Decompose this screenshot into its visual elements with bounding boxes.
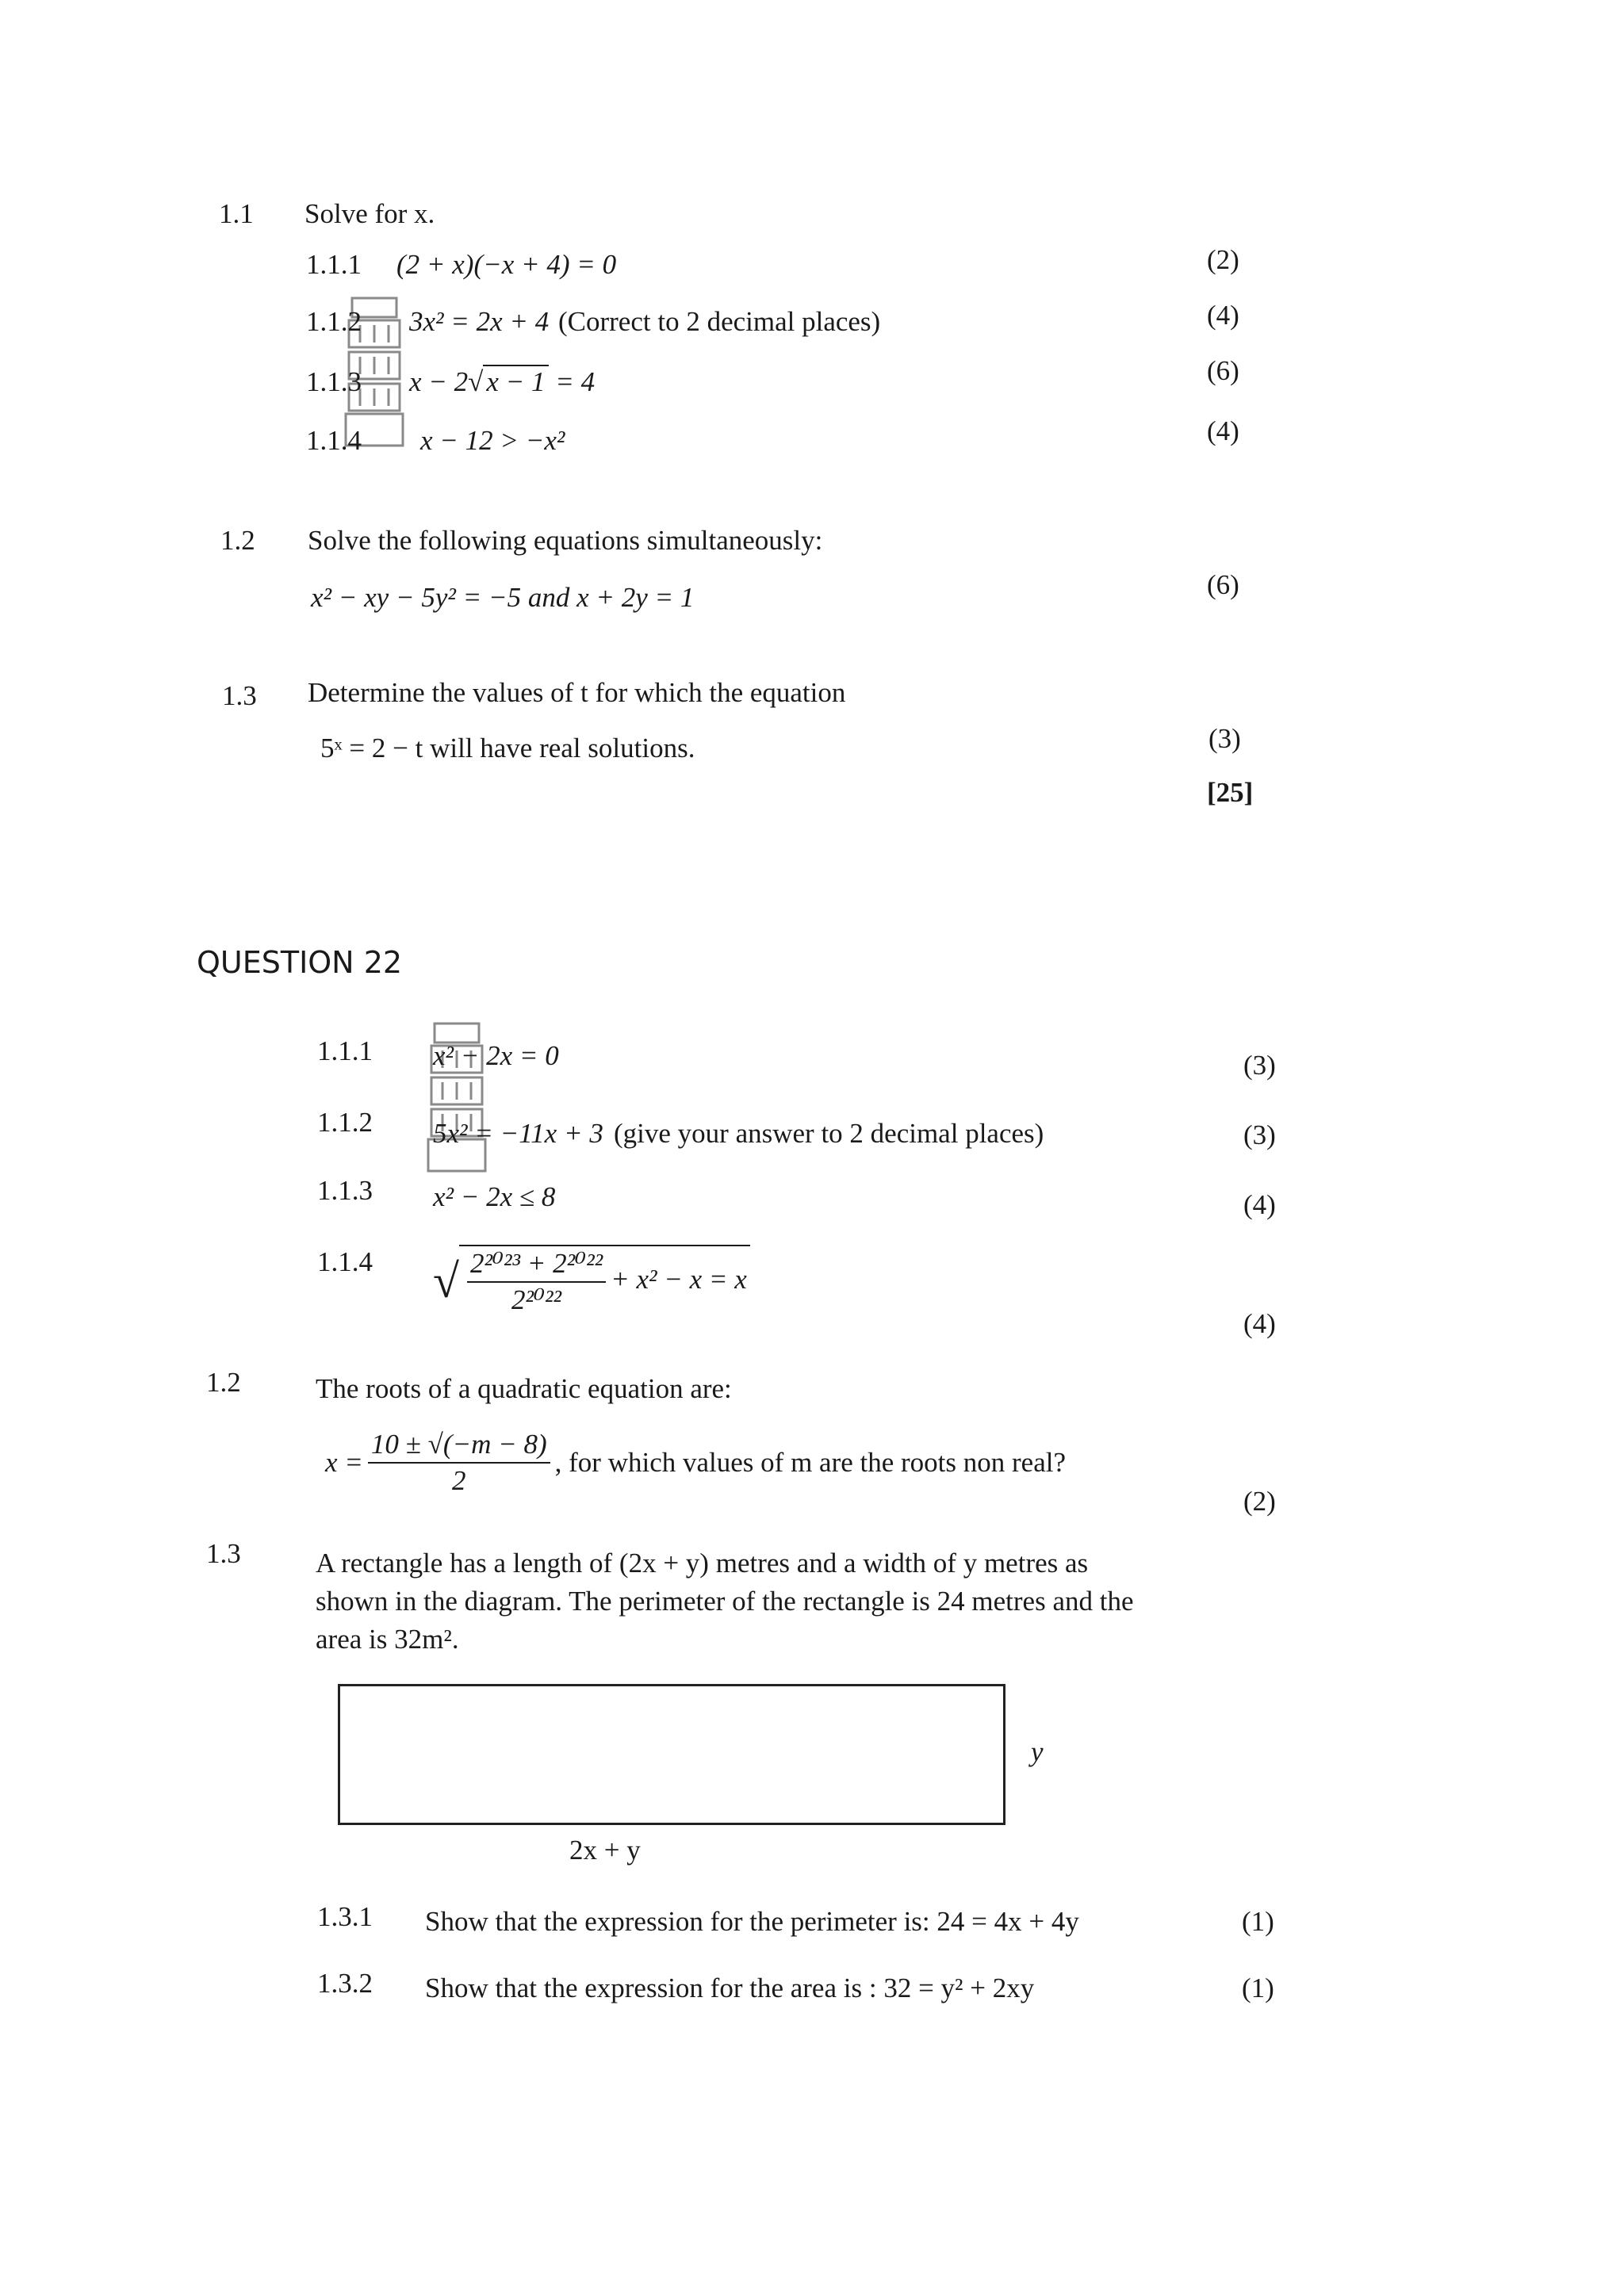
question-text: Solve for x. (304, 198, 435, 229)
expr-part: + x² − x = x (611, 1264, 747, 1295)
mark-allocation: (2) (1207, 244, 1239, 275)
instruction-note: (Correct to 2 decimal places) (558, 306, 881, 337)
subquestion-number: 1.1.2 (306, 306, 362, 337)
subquestion-number: 1.1.1 (317, 1035, 373, 1066)
subquestion-number: 1.1.1 (306, 249, 362, 280)
question-text: Show that the expression for the area is : 32 = y² + 2xy (425, 1973, 1035, 2003)
mark-allocation: (1) (1242, 1973, 1274, 2003)
math-expression: (2 + x)(−x + 4) = 0 (396, 249, 617, 280)
math-expression: x² − 2x = 0 (433, 1040, 559, 1071)
question-text: Show that the expression for the perimeter is: 24 = 4x + 4y (425, 1906, 1079, 1937)
diagram-label-width: y (1031, 1736, 1044, 1767)
math-expression: x = $\frac{10 \pm √(-m - 8)}{2}$ , for which values of m are the roots non real? (325, 1427, 1066, 1498)
math-expression: x − 12 > −x² (420, 425, 565, 456)
mark-allocation: (2) (1243, 1486, 1276, 1517)
mark-allocation: (4) (1243, 1308, 1276, 1339)
question-number: 1.2 (206, 1367, 241, 1398)
mark-allocation: (4) (1207, 415, 1239, 446)
mark-allocation: (6) (1207, 355, 1239, 386)
radicand: x − 1 (483, 365, 548, 397)
question-text: area is 32m². (316, 1624, 459, 1655)
expr-part: x − 2 (409, 366, 469, 397)
mark-allocation: (4) (1207, 300, 1239, 331)
subquestion-number: 1.1.4 (317, 1246, 373, 1277)
fraction: $\frac{10 \pm √(-m - 8)}{2}$ (368, 1427, 550, 1498)
mark-allocation: (3) (1243, 1119, 1276, 1150)
diagram-label-length: 2x + y (569, 1835, 641, 1866)
mark-allocation: (3) (1208, 723, 1241, 754)
question-heading: QUESTION 22 (197, 945, 403, 980)
expr-part: = 4 (555, 366, 596, 397)
math-expression: x − 2√ x − 1 = 4 (409, 366, 596, 397)
mark-allocation: (4) (1243, 1189, 1276, 1220)
math-expression: 5ˣ = 2 − t will have real solutions. (320, 733, 695, 763)
question-text: shown in the diagram. The perimeter of the rectangle is 24 metres and the (316, 1586, 1134, 1617)
question-text: Determine the values of t for which the equation (308, 677, 846, 708)
subquestion-number: 1.1.4 (306, 425, 362, 456)
question-number: 1.3 (222, 680, 257, 711)
question-number: 1.2 (220, 525, 255, 556)
mark-allocation: (3) (1243, 1050, 1276, 1081)
section-total: [25] (1207, 777, 1254, 808)
math-expression: x² − xy − 5y² = −5 and x + 2y = 1 (311, 582, 695, 613)
mark-allocation: (1) (1242, 1906, 1274, 1937)
question-text: A rectangle has a length of (2x + y) metres and a width of y metres as (316, 1548, 1089, 1578)
subquestion-number: 1.3.1 (317, 1901, 373, 1932)
fraction: $\frac{\text{2²⁰²³ + 2²⁰²²}}{\text{2²⁰²²}}$ (467, 1246, 606, 1318)
question-text: , for which values of m are the roots non real? (554, 1447, 1067, 1478)
math-expression: √ $\frac{\text{2²⁰²³ + 2²⁰²²}}{\text{2²⁰²²}}$ + x² − x = x (433, 1245, 750, 1318)
instruction-note: (give your answer to 2 decimal places) (614, 1118, 1044, 1149)
rectangle-diagram (338, 1684, 1005, 1825)
subquestion-number: 1.1.2 (317, 1107, 373, 1138)
subquestion-number: 1.1.3 (317, 1175, 373, 1206)
math-expression: 3x² = 2x + 4 (409, 306, 550, 337)
math-expression: x² − 2x ≤ 8 (433, 1181, 556, 1212)
mark-allocation: (6) (1207, 569, 1239, 600)
question-number: 1.1 (219, 198, 254, 229)
question-text: The roots of a quadratic equation are: (316, 1373, 732, 1404)
question-number: 1.3 (206, 1538, 241, 1569)
question-text: Solve the following equations simultaneously: (308, 525, 823, 556)
math-expression: 5x² = −11x + 3 (433, 1118, 603, 1149)
subquestion-number: 1.1.3 (306, 366, 362, 397)
subquestion-number: 1.3.2 (317, 1968, 373, 1999)
